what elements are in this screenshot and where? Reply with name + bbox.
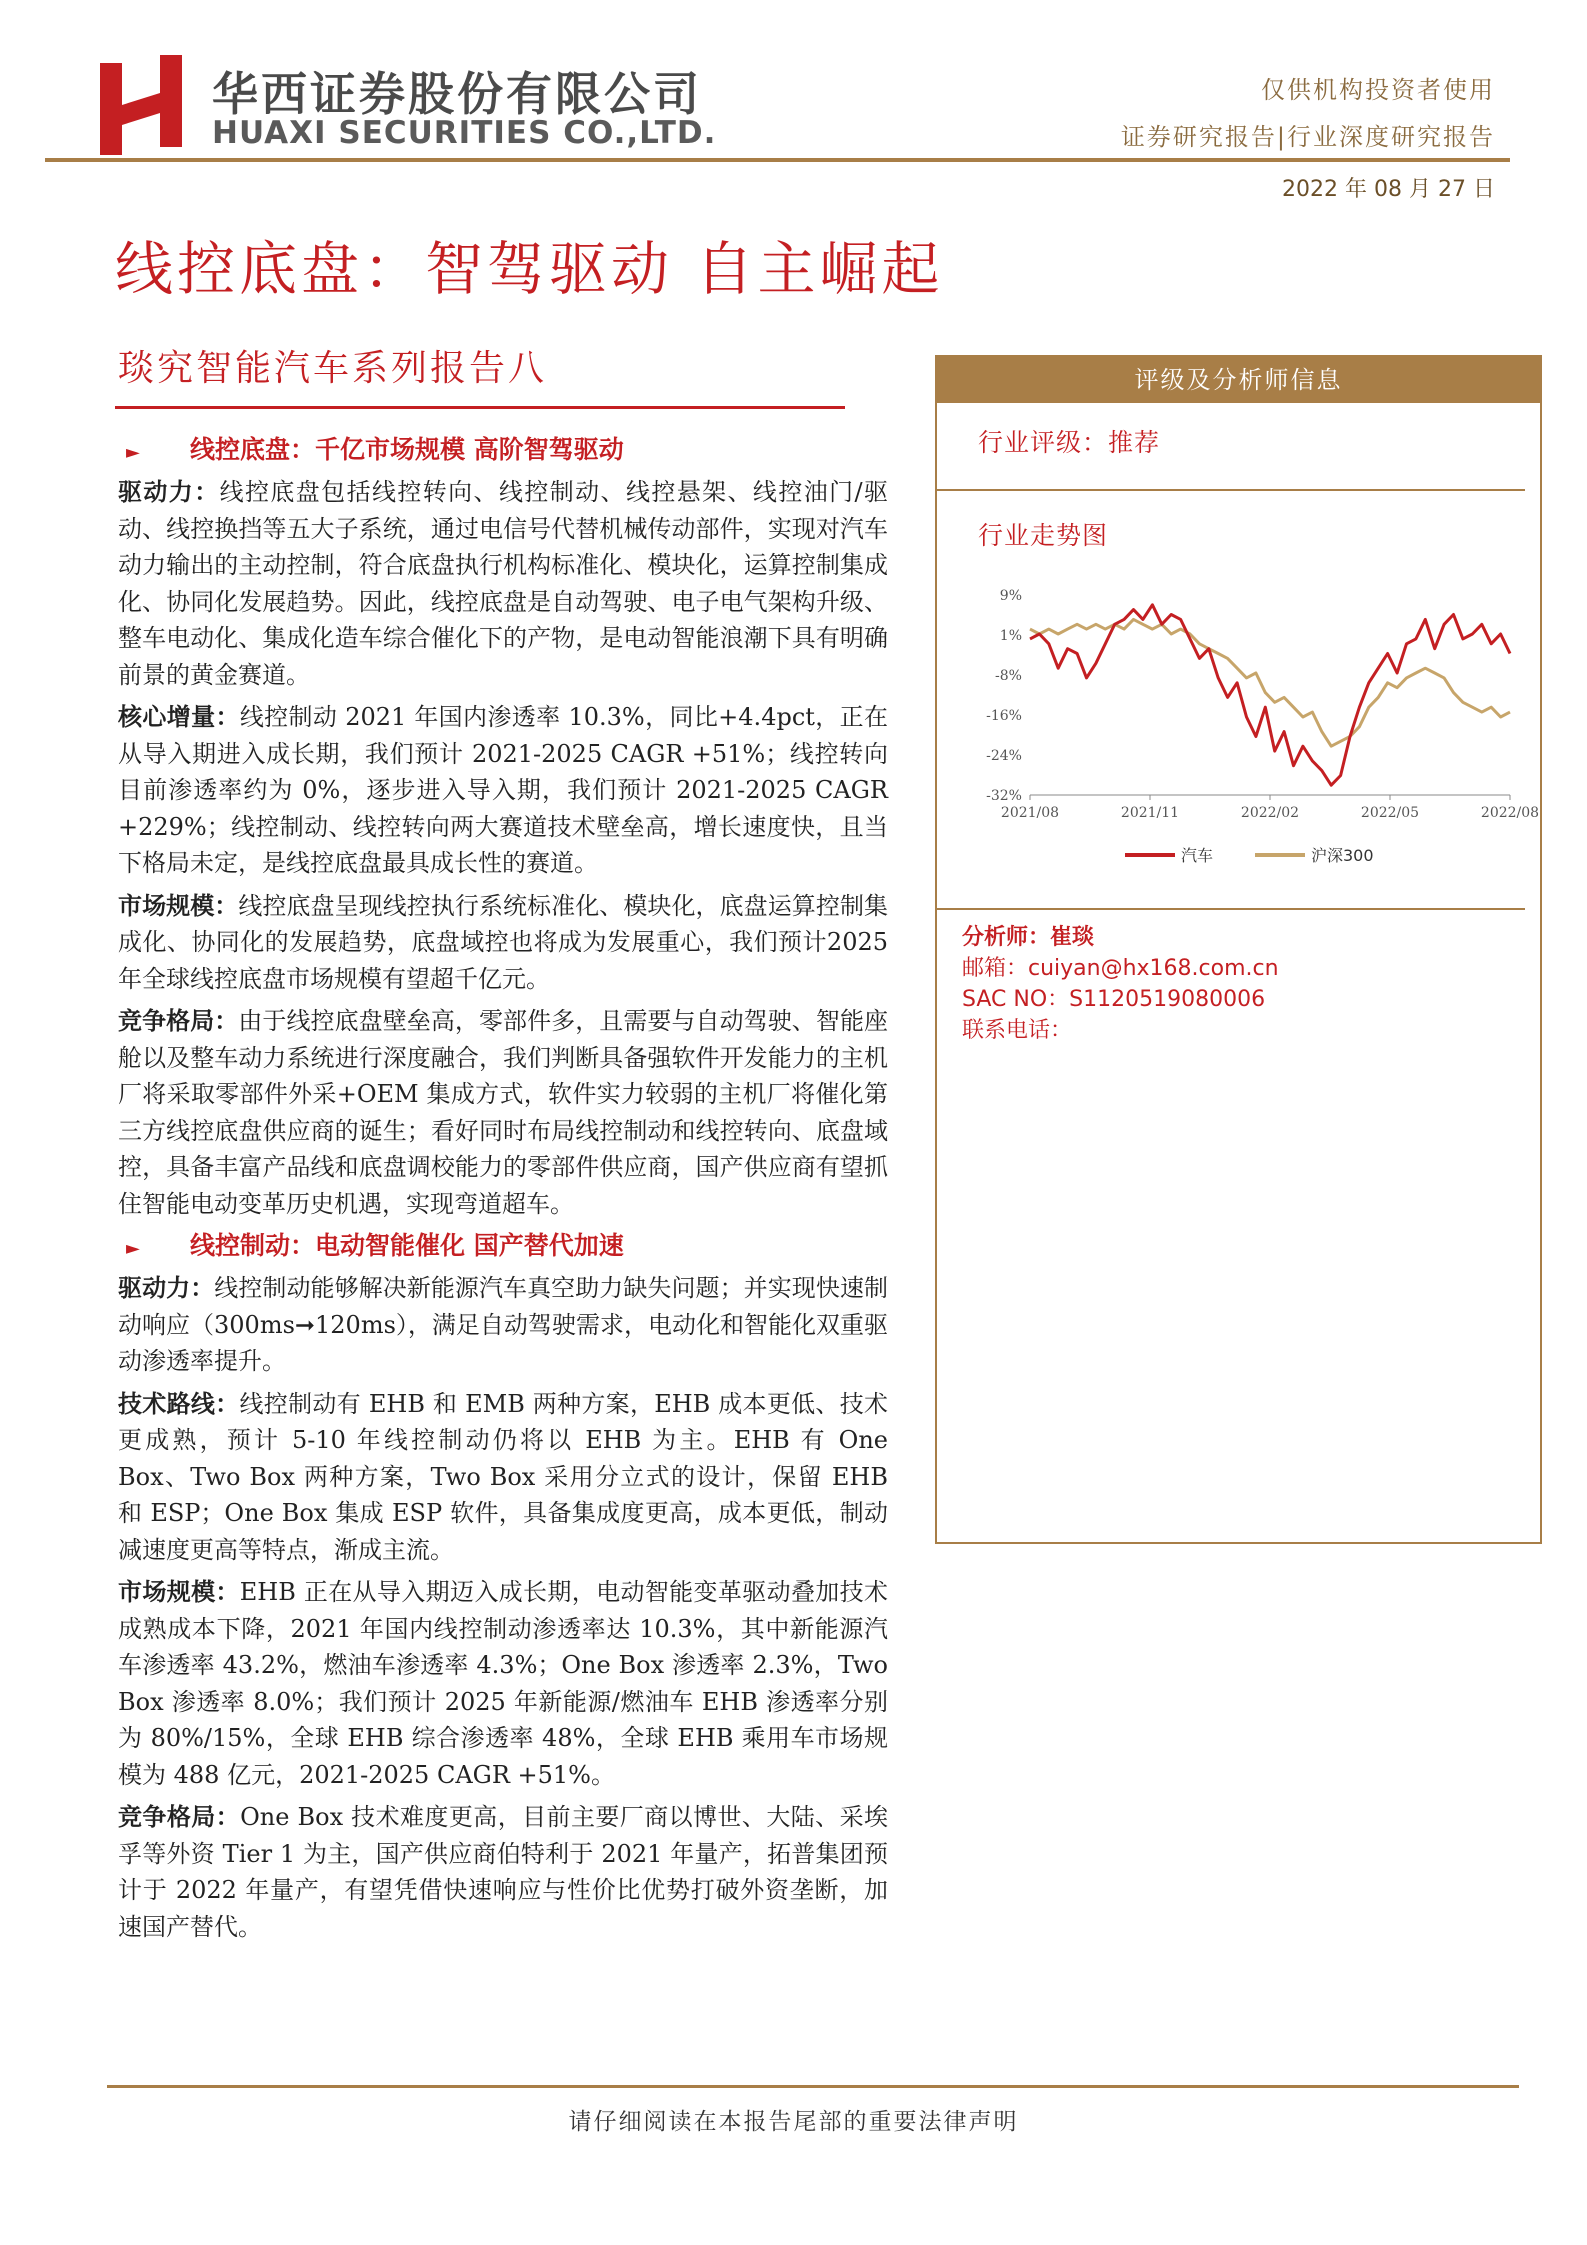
paragraph: [118, 1003, 888, 1222]
y-tick-label: 1%: [999, 628, 1022, 644]
paragraph-text: 线控底盘包括线控转向、线控制动、线控悬架、线控油门/驱动、线控换挡等五大子系统，通过电信号代替机械传动部件，实现对汽车动力输出的主动控制，符合底盘执行机构标准化、模块化，运算控制集成化、协同化发展趋势。因此，线控底盘是自动驾驶、电子电气架构升级、整车电动化、集成化造车综合催化下的产物，是电动智能浪潮下具有明确前景的黄金赛道。: [118, 478, 888, 689]
paragraph-lead: 核心增量：: [118, 703, 240, 731]
paragraph-text: One Box 技术难度更高，目前主要厂商以博世、大陆、采埃孚等外资 Tier 1 为主，国产供应商伯特利于 2021 年量产，拓普集团预计于 2022 年量产，有望凭借快速响应与性价比优势打破外资垄断，加速国产替代。: [118, 1803, 889, 1941]
paragraph-text: 线控制动 2021 年国内渗透率 10.3%，同比+4.4pct，正在从导入期进入成长期，我们预计 2021-2025 CAGR +51%；线控转向目前渗透率约为 0%，逐步进入导入期，我们预计 2021-2025 CAGR +229%；线控制动、线控转向两大赛道技术壁垒高，增长速度快，且当下格局未定，是线控底盘最具成长性的赛道。: [118, 703, 888, 877]
paragraph-lead: 驱动力：: [118, 1274, 215, 1302]
logo-right-bar: [160, 55, 182, 147]
header-divider: [45, 158, 1510, 162]
industry-trend-chart: [975, 580, 1540, 880]
paragraph-lead: 驱动力：: [118, 478, 220, 506]
logo-left-bar: [100, 63, 122, 155]
sidebar-heading: 评级及分析师信息: [937, 357, 1540, 403]
x-tick-label: 2022/02: [1240, 805, 1300, 821]
chart-series: [1030, 605, 1510, 785]
analyst-info: [962, 922, 1279, 1046]
report-title: 线控底盘：智驾驱动 自主崛起: [115, 235, 944, 303]
paragraph: [118, 1386, 888, 1569]
series-line-汽车: [1030, 605, 1510, 785]
paragraph-text: 由于线控底盘壁垒高，零部件多，且需要与自动驾驶、智能座舱以及整车动力系统进行深度融合，我们判断具备强软件开发能力的主机厂将采取零部件外采+OEM 集成方式，软件实力较弱的主机厂将催化第三方线控底盘供应商的诞生；看好同时布局线控制动和线控转向、底盘域控，具备丰富产品线和底盘调校能力的零部件供应商，国产供应商有望抓住智能电动变革历史机遇，实现弯道超车。: [118, 1007, 889, 1218]
report-subtitle: 琰究智能汽车系列报告八: [118, 348, 548, 389]
legend-label: 汽车: [1181, 846, 1214, 865]
trend-chart-label: 行业走势图: [978, 521, 1109, 550]
y-tick-label: -8%: [995, 668, 1022, 684]
paragraph-text: 线控制动有 EHB 和 EMB 两种方案，EHB 成本更低、技术更成熟，预计 5-10 年线控制动仍将以 EHB 为主。EHB 有 One Box、Two Box 两种方案，Two Box 采用分立式的设计，保留 EHB 和 ESP；One Box 集成 ESP 软件，具备集成度更高，成本更低，制动减速度更高等特点，渐成主流。: [118, 1389, 889, 1564]
logo-cross-bar: [122, 93, 160, 125]
chart-y-ticks: [986, 588, 1022, 804]
x-tick-label: 2022/08: [1480, 805, 1540, 821]
company-name-en: HUAXI SECURITIES CO.,LTD.: [212, 115, 717, 151]
paragraph: [118, 1270, 888, 1380]
paragraph-text: 线控制动能够解决新能源汽车真空助力缺失问题；并实现快速制动响应（300ms➞120ms），满足自动驾驶需求，电动化和智能化双重驱动渗透率提升。: [118, 1274, 889, 1375]
chart-legend: [1125, 846, 1374, 865]
company-logo: [100, 55, 182, 155]
footer-divider: [107, 2085, 1519, 2088]
paragraph: [118, 1799, 888, 1945]
industry-rating: 行业评级：推荐: [978, 428, 1161, 457]
y-tick-label: 9%: [999, 588, 1022, 604]
report-date: 2022 年 08 月 27 日: [1282, 177, 1495, 202]
bullet-arrow-icon: ►: [126, 1238, 140, 1259]
paragraph-lead: 市场规模：: [118, 1578, 240, 1606]
analyst-sac-number: SAC NO：S1120519080006: [962, 987, 1266, 1012]
analyst-name: 分析师：崔琰: [962, 925, 1095, 950]
paragraph: [118, 699, 888, 882]
paragraph-lead: 技术路线：: [118, 1389, 240, 1418]
summary-column: [118, 428, 888, 1951]
x-tick-label: 2022/05: [1360, 805, 1420, 821]
paragraph-lead: 竞争格局：: [118, 1803, 241, 1831]
subtitle-divider: [115, 406, 845, 409]
company-name-cn: 华西证券股份有限公司: [212, 67, 702, 121]
y-tick-label: -32%: [986, 788, 1022, 804]
paragraph: [118, 474, 888, 693]
paragraph: [118, 888, 888, 998]
legend-label: 沪深300: [1311, 846, 1374, 865]
paragraph-lead: 市场规模：: [118, 891, 239, 920]
x-tick-label: 2021/08: [1000, 805, 1060, 821]
section-heading: ► 线控底盘：千亿市场规模 高阶智驾驱动: [118, 432, 888, 468]
paragraph-text: EHB 正在从导入期迈入成长期，电动智能变革驱动叠加技术成熟成本下降，2021 年国内线控制动渗透率达 10.3%，其中新能源汽车渗透率 43.2%，燃油车渗透率 4.3%；One Box 渗透率 2.3%，Two Box 渗透率 8.0%；我们预计 2025 年新能源/燃油车 EHB 渗透率分别为 80%/15%，全球 EHB 综合渗透率 48%，全球 EHB 乘用车市场规模为 488 亿元，2021-2025 CAGR +51%。: [118, 1578, 889, 1789]
audience-note: 仅供机构投资者使用: [1261, 76, 1495, 104]
paragraph-lead: 竞争格局：: [118, 1007, 239, 1035]
analyst-phone: 联系电话：: [962, 1018, 1073, 1043]
bullet-arrow-icon: ►: [126, 442, 140, 463]
sidebar-divider: [935, 908, 1525, 910]
x-tick-label: 2021/11: [1120, 805, 1180, 821]
y-tick-label: -16%: [986, 708, 1022, 724]
section-heading: ► 线控制动：电动智能催化 国产替代加速: [118, 1228, 888, 1264]
y-tick-label: -24%: [986, 748, 1022, 764]
report-type: 证券研究报告|行业深度研究报告: [1120, 123, 1495, 151]
analyst-email: 邮箱：cuiyan@hx168.com.cn: [962, 956, 1279, 981]
paragraph: [118, 1574, 888, 1793]
legal-notice: 请仔细阅读在本报告尾部的重要法律声明: [568, 2109, 1019, 2135]
sidebar-divider: [935, 489, 1525, 491]
paragraph-text: 线控底盘呈现线控执行系统标准化、模块化，底盘运算控制集成化、协同化的发展趋势，底盘域控也将成为发展重心，我们预计2025年全球线控底盘市场规模有望超千亿元。: [118, 891, 889, 993]
chart-x-ticks: [1001, 795, 1539, 821]
